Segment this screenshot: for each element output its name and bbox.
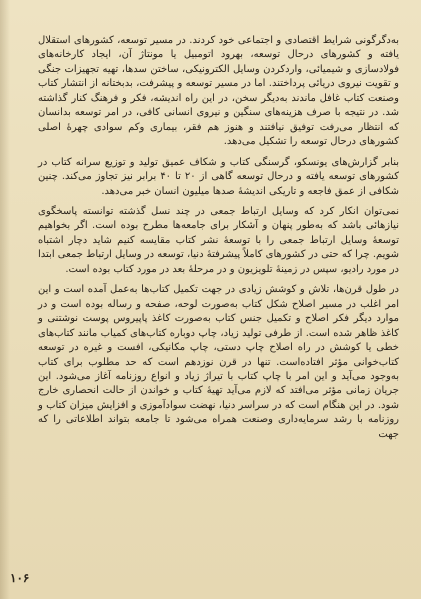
paragraph-3: نمی‌توان انکار کرد که وسایل ارتباط جمعی در چند نسل گذشته توانسته پاسخگوی نیازهائی باشد که به‌طور پنهان و آشکار برای جامعه‌ها مطرح بوده است. اگر بخواهیم توسعهٔ وسایل ارتباط جمعی را با توسعهٔ نشر کتاب مقایسه کنیم شاید دچار اشتباه شویم. چرا که حتی در کشورهای کاملاً پیشرفتهٔ دنیا، توسعه در وسایل ارتباط جمعی ابتدا در مورد رادیو، سپس در زمینهٔ تلویزیون و در مرحلهٔ بعد در مورد کتاب بوده است. <box>38 205 399 275</box>
page-number: ۱۰۶ <box>10 571 30 585</box>
paragraph-1: به‌دگرگونی شرایط اقتصادی و اجتماعی خود کردند. در مسیر توسعه، کشورهای استقلال یافته و کشورهای درحال توسعه، بهرود اتومبیل یا مونتاژ آن، ایجاد کارخانه‌های فولادسازی و شیمیائی، واردکردن وسایل الکترونیکی، ساختن سدها، تهیه تجهیزات جنگی و تقویت نیروی دریائی پرداختند. اما در مسیر توسعه و پیشرفت، بدبختانه از انتشار کتاب وصنعت کتاب غافل ماندند به‌دیگر سخن، در این راه اندیشه، فکر و فرهنگ کنار گذاشته شد. در نتیجه با صرف هزینه‌های سنگین و نیروی انسانی کافی، در امر توسعه بدانسان که انتظار می‌رفت توفیق نیافتند و هنوز هم فقر، بیماری وکم سوادی چهرهٔ اصلی کشورهای درحال توسعه را تشکیل می‌دهد. <box>38 35 399 148</box>
body-text <box>38 34 399 442</box>
binding-shadow <box>0 0 10 599</box>
paragraph-2: بنابر گزارش‌های یونسکو، گرسنگی کتاب و شکاف عمیق تولید و توزیع سرانه کتاب در کشورهای توسعه یافته و درحال توسعه گاهی از ۲۰ تا ۴۰ برابر نیز تجاوز می‌کند. چنین شکافی از عمق فاجعه و تاریکی اندیشهٔ صدها میلیون انسان خبر می‌دهد. <box>38 156 399 197</box>
paragraph-4: در طول قرن‌ها، تلاش و کوشش زیادی در جهت تکمیل کتاب‌ها به‌عمل آمده است و این امر اغلب در مسیر اصلاح شکل کتاب به‌صورت لوحه، صفحه و رساله بوده است و در موارد دیگر فکر اصلاح و تکمیل جنس کتاب به‌صورت کاغذ پاپیروس پوست نوشتنی و کاغذ ظاهر شده است. از طرفی تولید زیاد، چاپ دوباره کتاب‌های کمیاب مانند کتاب‌های خطی یا کوشش در راه اصلاح چاپ دستی، چاپ مکانیکی، افست و غیره در توسعه کتاب‌خوانی مؤثر افتاده‌است. تنها در قرن نوزدهم است که حد مطلوب برای کتاب به‌وجود می‌آید و این امر با چاپ کتاب با تیراژ زیاد و انواع روزنامه آغاز می‌شود. این جریان زمانی مؤثر می‌افتد که لازم می‌آید تهیهٔ کتاب و خواندن از حالت انحصاری خارج شود. در این هنگام است که در سراسر دنیا، نهضت سوادآموزی و افزایش میزان کتاب و روزنامه با رشد سرمایه‌داری وصنعت همراه می‌شود تا جامعه بتواند اطلاعاتی را که جهت <box>38 284 399 440</box>
